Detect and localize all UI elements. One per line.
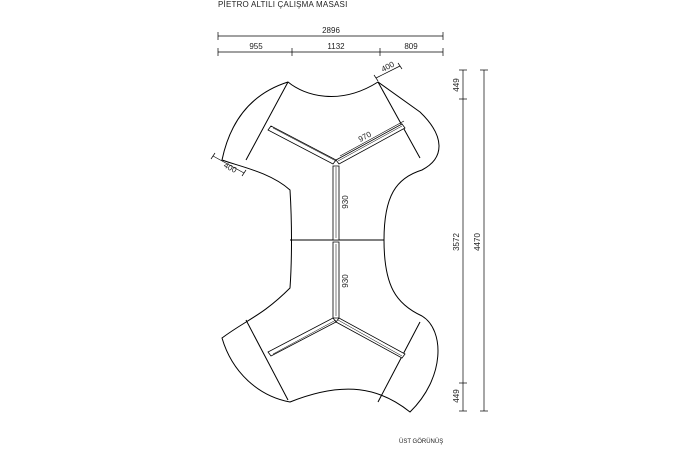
dim-desk-depth-top: 400 (379, 59, 396, 74)
dim-desk-depth-left: 400 (222, 160, 239, 175)
panel-bottom-left (268, 318, 336, 356)
dim-panel-length-top: 970 (356, 129, 373, 144)
dim-width-left: 955 (249, 42, 263, 51)
dim-width-middle: 1132 (327, 42, 345, 51)
end-line-top-right (378, 82, 420, 158)
end-line-bottom-right (378, 322, 420, 402)
view-label: ÜST GÖRÜNÜŞ (399, 439, 444, 445)
dim-end-bottom: 449 (452, 389, 461, 403)
dim-total-height: 4470 (473, 233, 482, 251)
dim-panel-center-upper: 930 (341, 195, 350, 209)
dim-end-top: 449 (452, 78, 461, 92)
end-line-top-left (246, 82, 288, 160)
dim-width-right: 809 (404, 42, 418, 51)
drawing-title: PİETRO ALTILI ÇALIŞMA MASASI (218, 0, 348, 9)
dim-panel-center-lower: 930 (341, 274, 350, 288)
dim-overall-width: 2896 (322, 26, 340, 35)
desk-outline (222, 82, 439, 412)
end-line-bottom-left (246, 320, 288, 400)
panel-top-left (268, 126, 336, 164)
dim-inner-height: 3572 (452, 233, 461, 251)
